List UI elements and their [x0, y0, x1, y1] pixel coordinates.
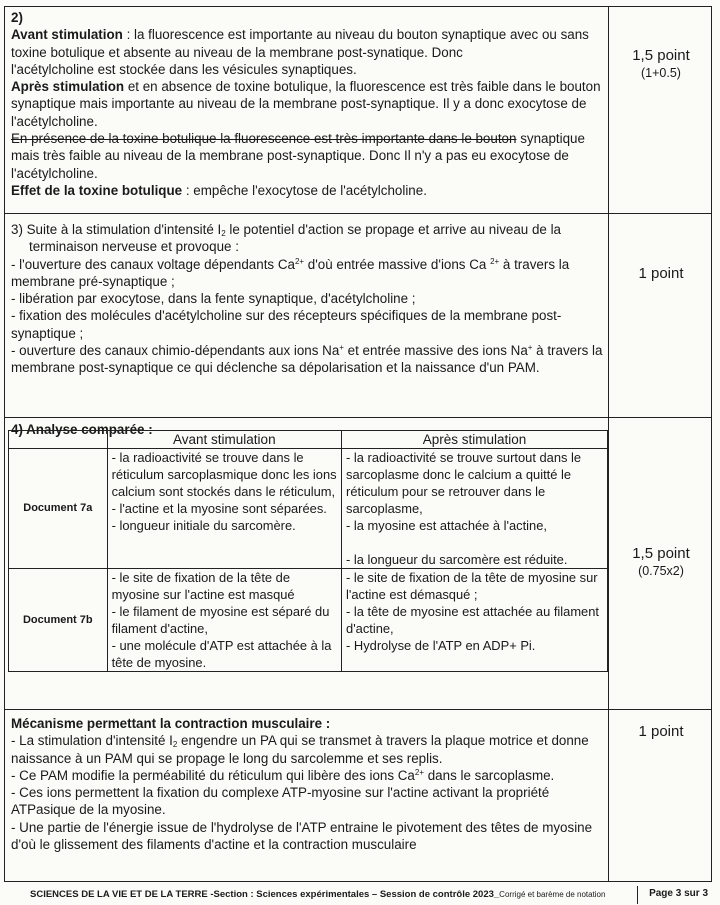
cell-line: - le site de fixation de la tête de myosine sur l'actine est masqué	[111, 570, 295, 602]
cell-line: - longueur initiale du sarcomère.	[111, 518, 296, 533]
mechanism-title: Mécanisme permettant la contraction musculaire :	[11, 716, 331, 731]
cell-line: - la tête de myosine est attachée au filament d'actine,	[346, 604, 599, 636]
cell-doc7b-avant	[107, 569, 341, 672]
cell-line: - la myosine est attachée à l'actine,	[346, 518, 547, 533]
table-row	[9, 569, 608, 672]
q4-title: 4) Analyse comparée :	[11, 422, 153, 437]
cell-doc7b-apres	[342, 569, 608, 672]
mech-line4: - Une partie de l'énergie issue de l'hydrolyse de l'ATP entraine le pivotement des têtes de myosine d'où le glissement des filaments d'actine et la contraction musculaire	[11, 819, 593, 853]
page-number: Page 3 sur 3	[637, 886, 708, 904]
avant-label: Avant stimulation	[11, 27, 123, 43]
q3-item4-b: et entrée massive des ions Na	[343, 343, 528, 359]
question-number: 2)	[11, 10, 23, 25]
footer-text	[30, 889, 605, 900]
score-value: 1,5 point	[632, 545, 690, 562]
cell-line: - la longueur du sarcomère est réduite.	[346, 552, 568, 567]
q3-item4-a: - ouverture des canaux chimio-dépendants aux ions Na	[11, 343, 340, 359]
mech-line2-sup: 2+	[414, 767, 425, 777]
table-row	[9, 449, 608, 569]
score-value: 1 point	[638, 723, 684, 740]
mech-line1-a: - La stimulation d'intensité I	[11, 733, 173, 749]
effet-text: : empêche l'exocytose de l'acétylcholine.	[182, 182, 427, 198]
q3-score	[611, 265, 711, 282]
mech-line2-a: - Ce PAM modifie la perméabilité du réticulum qui libère des ions Ca	[11, 767, 415, 783]
q3-item4-sup: +	[339, 343, 344, 353]
apres-label: Après stimulation	[11, 79, 125, 95]
effet-label: Effet de la toxine botulique	[11, 182, 183, 198]
score-value: 1 point	[638, 265, 684, 282]
column-divider	[608, 7, 609, 881]
q3-item1-b: d'où entrée massive d'ions Ca	[304, 256, 491, 272]
cell-line: - le site de fixation de la tête de myosine sur l'actine est démasqué ;	[346, 570, 598, 602]
q3-item1-sup2: 2+	[490, 256, 500, 266]
q3-intro-sub: 2	[221, 229, 226, 238]
presence-text: synaptique mais très faible au niveau de la membrane post-synaptique. Donc Il n'y a pas eu exocytose de l'acétylcholine.	[11, 131, 585, 181]
table-header-apres: Après stimulation	[342, 431, 608, 449]
page-footer	[30, 886, 710, 904]
q3-intro-a: 3) Suite à la stimulation d'intensité I	[11, 222, 222, 237]
q3-item4-c: à travers la membrane post-synaptique ce qui déclenche sa dépolarisation et la naissance d'un PAM.	[11, 343, 603, 376]
score-value: 1,5 point	[632, 47, 690, 64]
avant-text: : la fluorescence est importante au niveau du bouton synaptique avec ou sans toxine botulique et absente au niveau de la membrane post-synatique. Donc	[11, 27, 589, 60]
q3-intro-b: le potentiel d'action se propage et arrive au niveau de la	[225, 222, 562, 237]
q3-item4-sup2: +	[527, 343, 533, 353]
cell-line: - la radioactivité se trouve surtout dans le sarcoplasme donc le calcium a quitté le réticulum pour se retrouver dans le sarcoplasme,	[346, 450, 582, 516]
score-detail: (1+0.5)	[641, 66, 681, 80]
row-divider	[5, 417, 711, 418]
q3-item2: - libération par exocytose, dans la fente synaptique, d'acétylcholine ;	[11, 291, 416, 307]
q3-item1-sup: 2+	[294, 256, 305, 266]
q2-score	[611, 47, 711, 80]
mechanism-section	[11, 715, 607, 853]
cell-line: - une molécule d'ATP est attachée à la tête de myosine.	[111, 638, 332, 670]
q3-item1-a: - l'ouverture des canaux voltage dépendants Ca	[11, 256, 295, 272]
row-divider	[5, 213, 711, 214]
table-header-avant: Avant stimulation	[107, 431, 341, 449]
cell-line: - la radioactivité se trouve dans le réticulum sarcoplasmique donc les ions calcium sont stockés dans le réticulum,	[111, 450, 337, 499]
row-divider	[5, 709, 711, 710]
score-detail: (0.75x2)	[638, 564, 684, 578]
row-label-doc7a: Document 7a	[9, 449, 108, 569]
footer-subject: SCIENCES DE LA VIE ET DE LA TERRE -Section : Sciences expérimentales – Session de contrôle 2023_	[30, 889, 500, 900]
cell-line: - Hydrolyse de l'ATP en ADP+ Pi.	[346, 638, 536, 653]
mech-line1-b: engendre un PA qui se transmet à travers la plaque motrice et donne naissance à un PAM qui se propage le long du sarcolemme et ses replis.	[11, 733, 589, 766]
apres-text: et en absence de toxine botulique, la fluorescence est très faible dans le bouton synaptique mais importante au niveau de la membrane post-synaptique. Il y a donc exocytose de l'acétylcholine.	[11, 79, 601, 129]
table-header-row	[9, 431, 608, 449]
table-header-empty	[9, 431, 108, 449]
question-3	[11, 221, 607, 377]
mech-line2-b: dans le sarcoplasme.	[424, 767, 555, 783]
question-2	[11, 9, 607, 199]
mech-line3: - Ces ions permettent la fixation du complexe ATP-myosine sur l'actine activant la propriété ATPasique de la myosine.	[11, 785, 550, 818]
footer-small: Corrigé et barème de notation	[499, 890, 606, 899]
q3-item1-c: à travers la membrane pré-synaptique ;	[11, 256, 570, 289]
cell-doc7a-apres	[342, 449, 608, 569]
avant-text-2: l'acétylcholine est stockée dans les vésicules synaptiques.	[11, 61, 357, 77]
mech-line1-sub: 2	[172, 740, 178, 750]
q3-intro-c: terminaison nerveuse et provoque :	[29, 239, 239, 255]
cell-line: - l'actine et la myosine sont séparées.	[111, 501, 327, 516]
cell-line: - le filament de myosine est séparé du filament d'actine,	[111, 604, 330, 636]
presence-text-struck: En présence de la toxine botulique la fluorescence est très importante dans le bouton	[11, 131, 517, 147]
cell-doc7a-avant	[107, 449, 341, 569]
q4-score	[611, 545, 711, 578]
mechanism-score	[611, 723, 711, 740]
row-label-doc7b: Document 7b	[9, 569, 108, 672]
q3-item3: - fixation des molécules d'acétylcholine sur des récepteurs spécifiques de la membrane post-synaptique ;	[11, 308, 562, 341]
comparison-table	[8, 430, 608, 672]
